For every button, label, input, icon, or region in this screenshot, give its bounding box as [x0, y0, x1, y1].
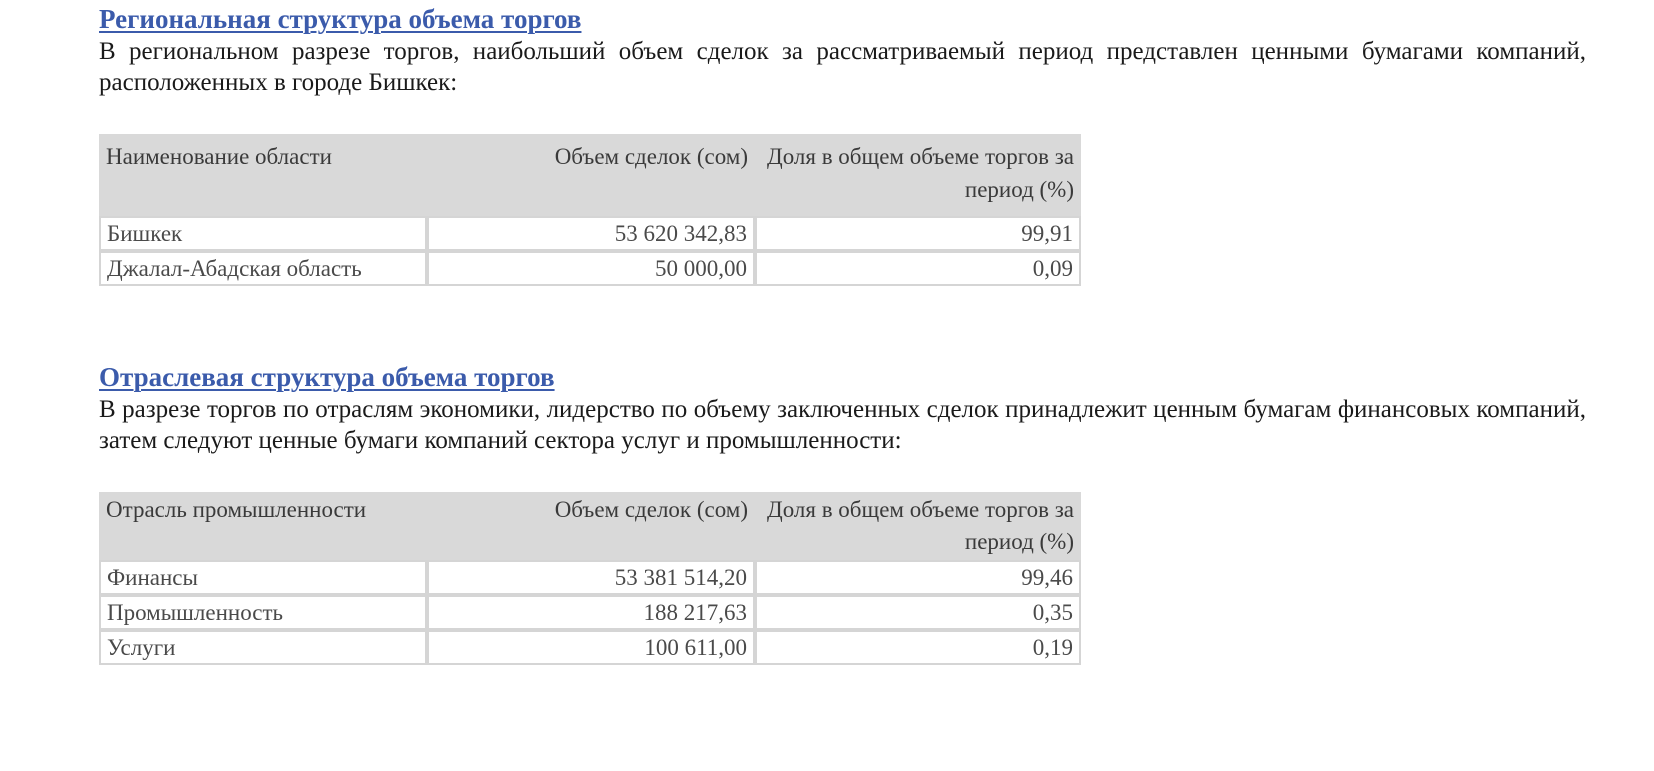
sector-section [99, 362, 1586, 456]
sector-description: В разрезе торгов по отраслям экономики, лидерство по объему заключенных сделок принадлежит ценным бумагам финансовых компаний, затем следуют ценные бумаги компаний сектора услуг и промышленности: [99, 396, 1586, 454]
table-row [99, 251, 1081, 286]
table-header-row [99, 134, 1081, 216]
volume-cell: 53 381 514,20 [427, 560, 755, 595]
volume-cell: 100 611,00 [427, 630, 755, 665]
column-header-region: Наименование области [99, 134, 427, 216]
sector-name-cell: Финансы [99, 560, 427, 595]
regional-description: В региональном разрезе торгов, наибольший объем сделок за рассматриваемый период представлен ценными бумагами компаний, расположенных в городе Бишкек: [99, 38, 1586, 96]
share-cell: 0,19 [755, 630, 1081, 665]
column-header-share: Доля в общем объеме торгов за период (%) [755, 134, 1081, 216]
table-row [99, 595, 1081, 630]
share-cell: 0,35 [755, 595, 1081, 630]
region-name-cell: Джалал-Абадская область [99, 251, 427, 286]
column-header-sector: Отрасль промышленности [99, 492, 427, 560]
table-row [99, 630, 1081, 665]
sector-name-cell: Промышленность [99, 595, 427, 630]
column-header-volume: Объем сделок (сом) [427, 492, 755, 560]
sector-name-cell: Услуги [99, 630, 427, 665]
table-row [99, 560, 1081, 595]
column-header-share: Доля в общем объеме торгов за период (%) [755, 492, 1081, 560]
regional-title[interactable]: Региональная структура объема торгов [99, 4, 582, 34]
sector-title[interactable]: Отраслевая структура объема торгов [99, 362, 555, 392]
share-cell: 99,91 [755, 216, 1081, 251]
column-header-volume: Объем сделок (сом) [427, 134, 755, 216]
region-name-cell: Бишкек [99, 216, 427, 251]
table-header-row [99, 492, 1081, 560]
sector-table [99, 492, 1081, 665]
regional-table [99, 134, 1081, 286]
volume-cell: 53 620 342,83 [427, 216, 755, 251]
volume-cell: 50 000,00 [427, 251, 755, 286]
share-cell: 0,09 [755, 251, 1081, 286]
share-cell: 99,46 [755, 560, 1081, 595]
regional-section [99, 4, 1586, 98]
volume-cell: 188 217,63 [427, 595, 755, 630]
table-row [99, 216, 1081, 251]
